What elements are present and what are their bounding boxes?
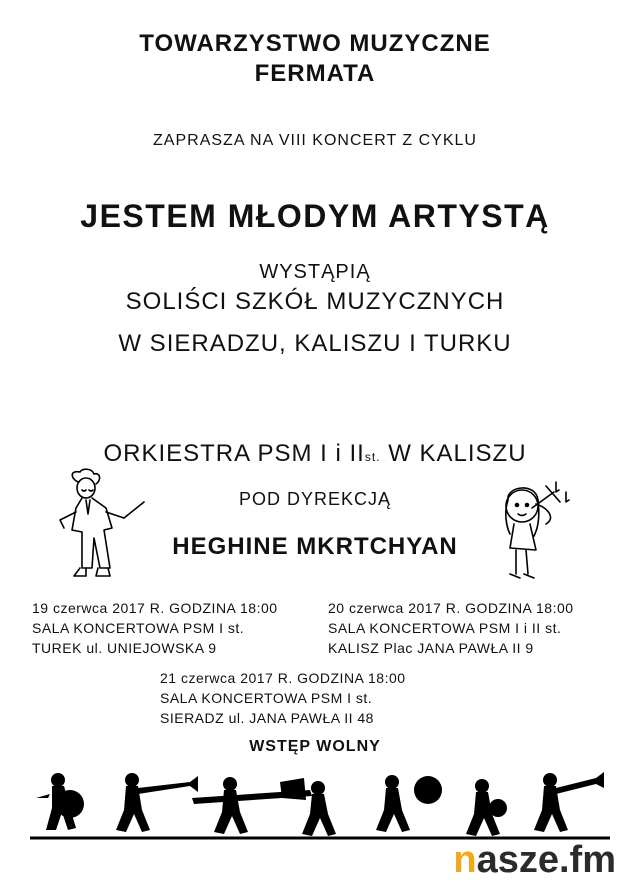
event-1 bbox=[32, 598, 278, 658]
orchestra-name-part1: ORKIESTRA PSM I i II bbox=[103, 440, 365, 467]
event-address: KALISZ Plac JANA PAWŁA II 9 bbox=[328, 640, 534, 656]
admission-text: WSTĘP WOLNY bbox=[249, 738, 381, 755]
performers-line1: SOLIŚCI SZKÓŁ MUZYCZNYCH bbox=[125, 288, 505, 315]
event-venue: SALA KONCERTOWA PSM I st. bbox=[32, 620, 245, 636]
event-venue: SALA KONCERTOWA PSM I st. bbox=[160, 690, 373, 706]
performers-intro: WYSTĄPIĄ bbox=[259, 261, 371, 283]
direction-label: POD DYREKCJĄ bbox=[238, 489, 392, 509]
invitation-text: ZAPRASZA NA VIII KONCERT Z CYKLU bbox=[153, 132, 477, 149]
event-date: 20 czerwca 2017 R. GODZINA 18:00 bbox=[328, 600, 574, 616]
conductor-name: HEGHINE MKRTCHYAN bbox=[172, 533, 458, 560]
event-address: TUREK ul. UNIEJOWSKA 9 bbox=[32, 640, 217, 656]
orchestra-name-sup: st. bbox=[364, 450, 381, 464]
concert-title: JESTEM MŁODYM ARTYSTĄ bbox=[80, 198, 550, 234]
event-address: SIERADZ ul. JANA PAWŁA II 48 bbox=[160, 710, 374, 726]
violinist-illustration bbox=[496, 478, 581, 588]
performers-line2: W SIERADZU, KALISZU I TURKU bbox=[118, 330, 512, 357]
nasze-fm-logo bbox=[453, 839, 616, 882]
event-3 bbox=[160, 668, 406, 728]
organizer-name-line2: FERMATA bbox=[254, 60, 376, 87]
logo-accent: n bbox=[453, 839, 477, 881]
logo-text: asze.fm bbox=[476, 839, 616, 881]
orchestra-name bbox=[0, 440, 630, 468]
event-date: 19 czerwca 2017 R. GODZINA 18:00 bbox=[32, 600, 278, 616]
orchestra-name-part2: W KALISZU bbox=[388, 440, 527, 467]
organizer-name: TOWARZYSTWO MUZYCZNE bbox=[139, 30, 491, 57]
event-date: 21 czerwca 2017 R. GODZINA 18:00 bbox=[160, 670, 406, 686]
conductor-illustration bbox=[52, 468, 147, 583]
event-venue: SALA KONCERTOWA PSM I i II st. bbox=[328, 620, 562, 636]
event-2 bbox=[328, 598, 574, 658]
band-silhouettes bbox=[30, 768, 610, 840]
